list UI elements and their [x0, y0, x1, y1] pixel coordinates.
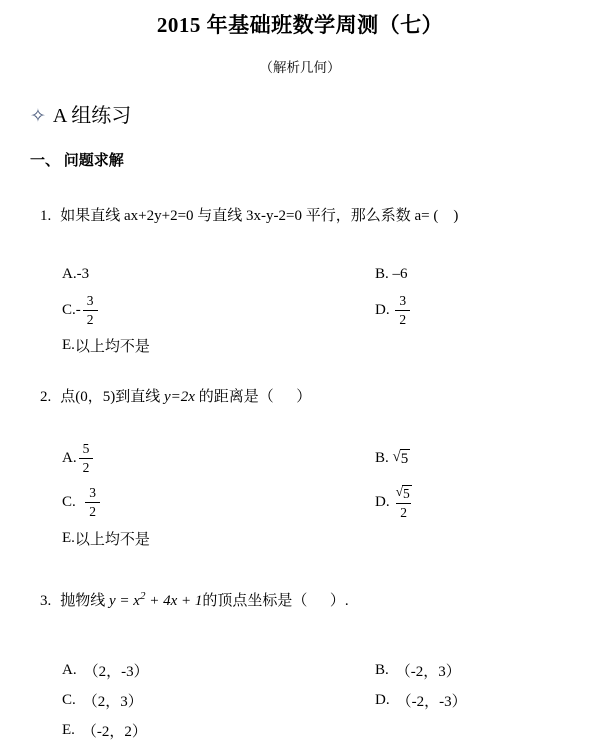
radical-sign: √ — [392, 448, 401, 465]
option-3b-value: （-2，3） — [395, 663, 461, 680]
question-2-stem-pre: 点(0，5)到直线 — [60, 389, 164, 405]
fraction-denominator: 2 — [396, 503, 411, 521]
fraction-numerator: 3 — [399, 292, 407, 308]
option-1e-value: 以上均不是 — [74, 338, 150, 355]
square-root — [393, 449, 411, 468]
option-3b — [375, 655, 600, 685]
option-1b-label: B. — [375, 265, 393, 282]
radicand: 5 — [400, 450, 409, 467]
option-2c-label: C. — [62, 493, 84, 510]
option-1c-label: C. — [62, 301, 76, 318]
option-2d-label: D. — [375, 493, 390, 510]
option-2e-value: 以上均不是 — [74, 531, 150, 548]
question-3-options — [62, 655, 600, 745]
section-label: A 组练习 — [52, 105, 132, 127]
option-2c — [62, 479, 375, 525]
option-2e — [62, 525, 600, 551]
option-2a-label: A. — [62, 449, 77, 466]
option-3d-label: D. — [375, 691, 390, 708]
section-heading — [30, 103, 600, 130]
question-1-number: 1. — [40, 208, 52, 224]
option-3a-value: （2，-3） — [83, 663, 149, 680]
question-1-stem: 如果直线 ax+2y+2=0 与直线 3x-y-2=0 平行，那么系数 a= ( ) — [60, 208, 459, 224]
question-3-math-a: y = x — [109, 593, 140, 609]
fraction-denominator: 2 — [83, 310, 98, 328]
option-3d-value: （-2，-3） — [396, 693, 467, 710]
question-2-stem-math: y=2x — [164, 389, 195, 405]
subsection-heading: 一、 问题求解 — [30, 153, 124, 169]
option-3d — [375, 685, 600, 715]
fraction-with-root — [392, 484, 416, 521]
fraction — [83, 293, 98, 327]
option-2a — [62, 437, 375, 479]
question-1 — [25, 185, 600, 248]
question-3-exponent: 2 — [139, 590, 146, 602]
option-3c-label: C. — [62, 691, 76, 708]
option-1b — [375, 260, 600, 288]
option-1d — [375, 288, 600, 332]
page-subtitle: （解析几何） — [259, 60, 341, 75]
fraction-numerator: 5 — [82, 440, 90, 456]
question-3 — [25, 565, 600, 633]
fraction — [395, 293, 410, 327]
option-3c — [62, 685, 375, 715]
four-pointed-star-icon: ✧ — [30, 106, 46, 127]
option-1a — [62, 260, 375, 288]
option-3b-label: B. — [375, 661, 389, 678]
question-3-math-b: + 4x + 1 — [145, 593, 203, 609]
option-2d — [375, 479, 600, 525]
option-3a — [62, 655, 375, 685]
option-3c-value: （2，3） — [82, 693, 143, 710]
page-title: 2015 年基础班数学周测（七） — [156, 13, 444, 37]
option-1c — [62, 288, 375, 332]
fraction-numerator: 3 — [86, 292, 94, 308]
fraction — [79, 441, 94, 475]
option-1c-minus: - — [75, 301, 81, 318]
question-2-options — [62, 437, 600, 551]
option-1d-label: D. — [375, 301, 394, 318]
option-2e-label: E. — [62, 529, 75, 546]
option-1b-value: –6 — [392, 265, 408, 282]
question-3-stem-post: 的顶点坐标是（ ）. — [202, 593, 349, 609]
radical-sign: √ — [395, 483, 404, 499]
radicand: 5 — [403, 485, 410, 501]
option-3a-label: A. — [62, 661, 77, 678]
fraction-denominator: 2 — [85, 502, 100, 520]
option-1a-value: -3 — [76, 265, 90, 282]
fraction-numerator — [392, 484, 416, 503]
option-3e — [62, 715, 600, 745]
fraction-denominator: 2 — [395, 310, 410, 328]
question-3-math — [109, 590, 203, 609]
option-1a-label: A. — [62, 265, 77, 282]
option-3e-value: （-2，2） — [81, 723, 147, 740]
question-2-stem-post: 的距离是（ ） — [194, 389, 312, 405]
fraction-denominator: 2 — [79, 458, 94, 476]
option-3e-label: E. — [62, 721, 75, 738]
fraction — [85, 485, 100, 519]
option-2b — [375, 437, 600, 479]
question-2 — [25, 366, 600, 429]
option-1e — [62, 332, 600, 358]
question-2-number: 2. — [40, 389, 52, 405]
question-1-options — [62, 260, 600, 358]
option-1e-label: E. — [62, 336, 75, 353]
question-3-number: 3. — [40, 593, 52, 609]
square-root — [396, 485, 412, 502]
fraction-numerator: 3 — [89, 484, 97, 500]
question-3-stem-pre: 抛物线 — [60, 593, 110, 609]
option-2b-label: B. — [375, 449, 393, 466]
